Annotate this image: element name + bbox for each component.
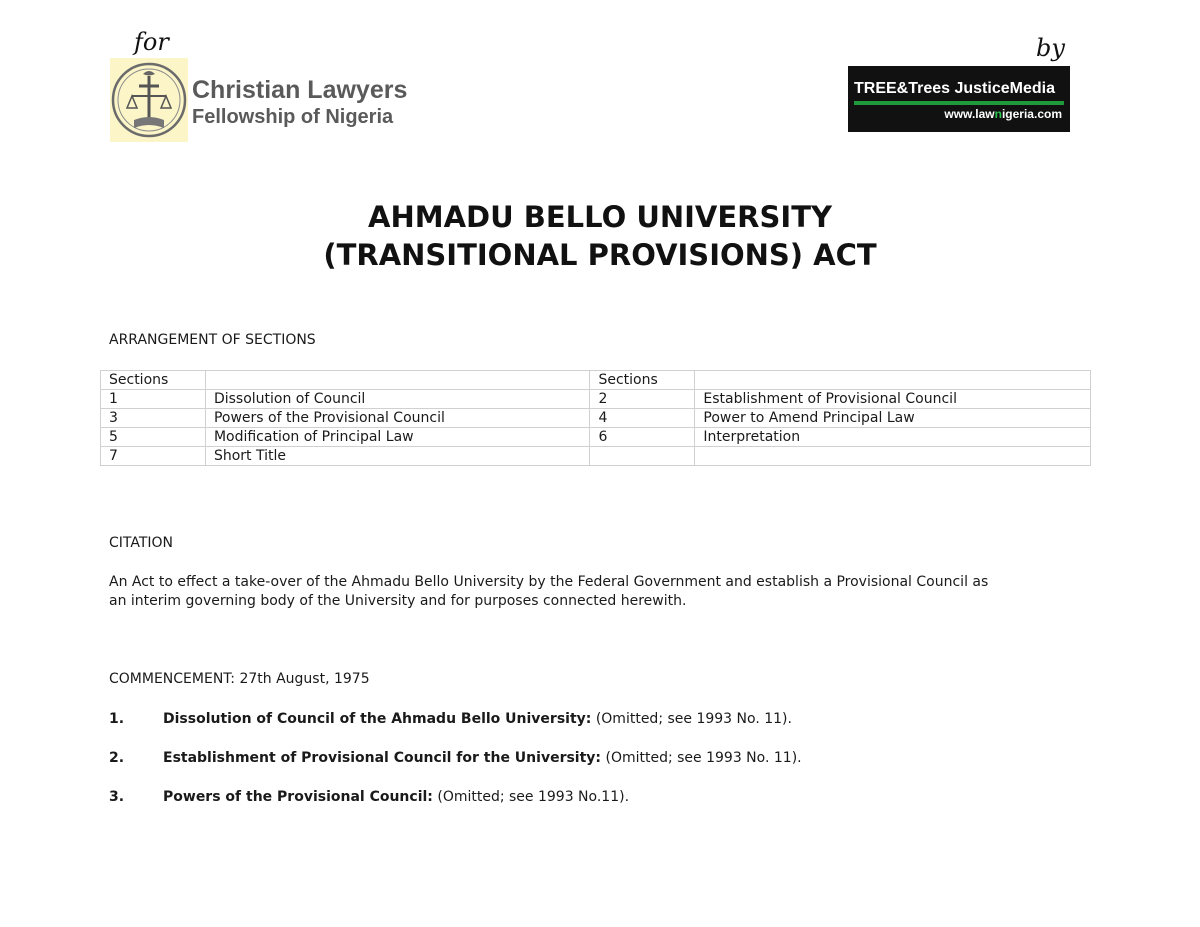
table-row [101,447,1091,466]
table-cell: 2 [590,390,695,409]
table-cell: 6 [590,428,695,447]
table-cell: Short Title [205,447,590,466]
section-number: 3. [109,789,125,805]
table-cell [695,371,1091,390]
commencement: COMMENCEMENT: 27th August, 1975 [109,671,370,687]
table-cell: Modification of Principal Law [205,428,590,447]
section-text [163,789,629,805]
section-title: Powers of the Provisional Council: [163,789,433,805]
section-text [163,711,792,727]
section-text [163,750,802,766]
table-row [101,409,1091,428]
table-row [101,390,1091,409]
section-number: 1. [109,711,125,727]
tree-logo-url [944,107,1062,121]
citation-text-line2: an interim governing body of the University and for purposes connected herewith. [109,593,687,609]
tree-url-suffix: igeria.com [1001,107,1062,121]
act-title-line1: AHMADU BELLO UNIVERSITY [368,200,832,234]
by-label: by [1036,34,1065,62]
arrangement-heading: ARRANGEMENT OF SECTIONS [109,332,316,348]
table-cell: Dissolution of Council [205,390,590,409]
table-cell [590,447,695,466]
table-cell: Sections [590,371,695,390]
table-row [101,371,1091,390]
tree-logo-bar [854,101,1064,105]
clf-logo-line2: Fellowship of Nigeria [192,106,394,128]
citation-heading: CITATION [109,535,174,551]
table-cell: 5 [101,428,206,447]
table-cell: Power to Amend Principal Law [695,409,1091,428]
clf-logo [110,58,440,142]
tree-url-accent: n [994,107,1002,121]
tree-logo-title: TREE&Trees JusticeMedia [854,80,1055,97]
section-note: (Omitted; see 1993 No. 11). [601,750,802,766]
table-cell: 1 [101,390,206,409]
table-cell: Sections [101,371,206,390]
act-title-line2: (TRANSITIONAL PROVISIONS) ACT [323,238,877,272]
clf-seal-icon [110,58,188,142]
table-cell: 4 [590,409,695,428]
table-cell: Interpretation [695,428,1091,447]
citation-text-line1: An Act to effect a take-over of the Ahmadu Bello University by the Federal Government and establish a Provisional Council as [109,574,989,590]
table-cell: 3 [101,409,206,428]
tree-justice-media-logo [848,66,1070,132]
section-note: (Omitted; see 1993 No. 11). [591,711,792,727]
section-title: Dissolution of Council of the Ahmadu Bello University: [163,711,592,727]
table-cell [205,371,590,390]
for-label: for [134,28,169,56]
section-note: (Omitted; see 1993 No.11). [432,789,630,805]
table-cell: 7 [101,447,206,466]
table-row [101,428,1091,447]
table-cell [695,447,1091,466]
section-title: Establishment of Provisional Council for the University: [163,750,602,766]
section-number: 2. [109,750,125,766]
table-cell: Establishment of Provisional Council [695,390,1091,409]
table-cell: Powers of the Provisional Council [205,409,590,428]
clf-logo-line1: Christian Lawyers [192,76,408,104]
arrangement-table [100,370,1091,466]
tree-url-prefix: www.law [944,107,995,121]
